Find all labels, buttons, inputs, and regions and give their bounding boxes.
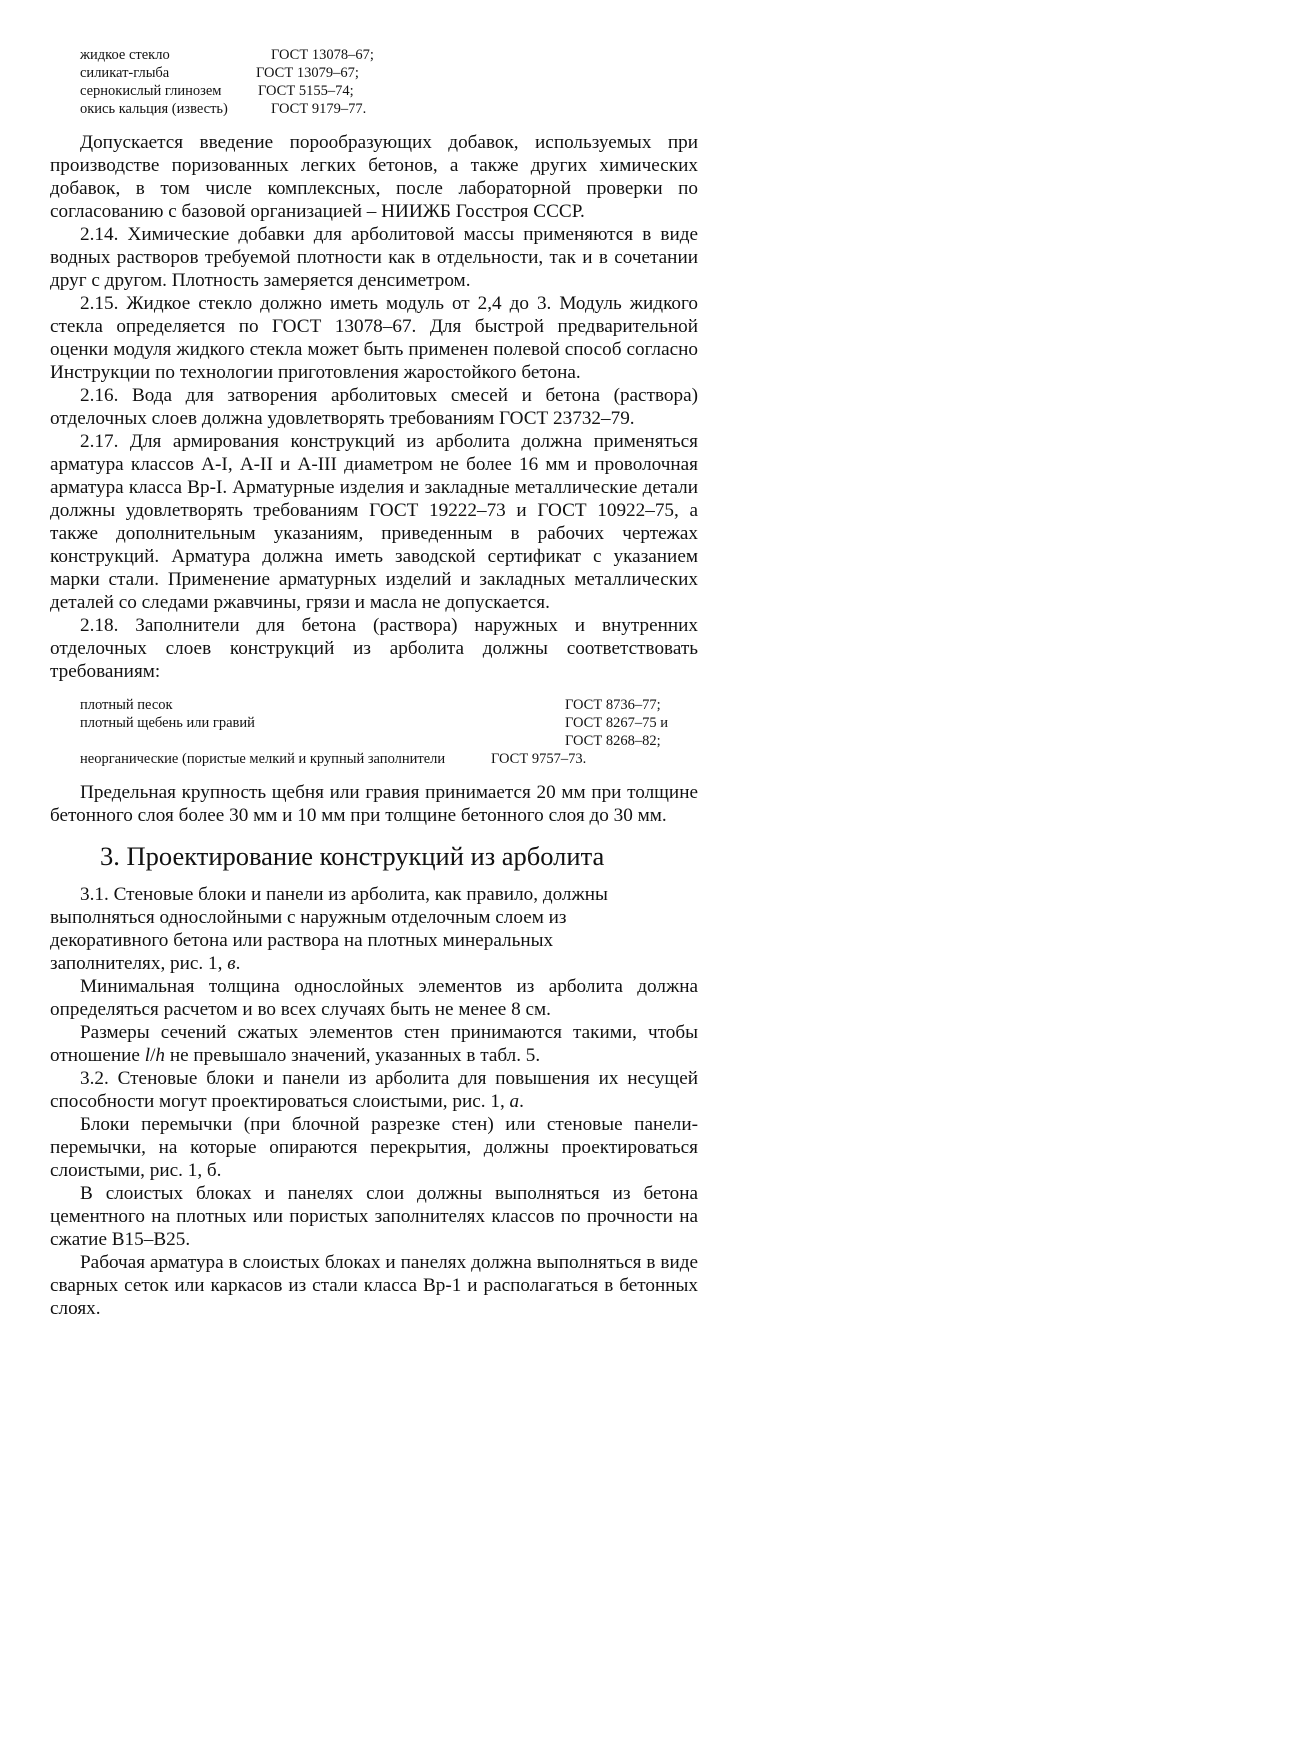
list-item [80,696,698,714]
aggregate-name: неорганические (пористые мелкий и крупный заполнители [80,751,446,767]
section-heading: 3. Проектирование конструкций из арболита [100,841,605,871]
aggregate-standard: ГОСТ 9757–73. [491,751,587,767]
list-item [80,82,698,100]
aggregate-standard: ГОСТ 8268–82; [565,733,661,749]
paragraph-3-1: 3.1. Стеновые блоки и панели из арболита, как правило, должны выполняться однослойными с наружным отделочным слоем из декоративного бетона или раствора на плотных минеральных заполнителях, рис. 1, в. [50,884,608,974]
paragraph-min-thickness: Минимальная толщина однослойных элементов из арболита должна определяться расчетом и во всех случаях быть не менее 8 см. [50,976,698,1020]
paragraph-2-14: 2.14. Химические добавки для арболитовой массы применяются в виде водных растворов требуемой плотности как в отдельности, так и в сочетании друг с другом. Плотность замеряется денсиметром. [50,224,698,291]
paragraph-layers: В слоистых блоках и панелях слои должны выполняться из бетона цементного на плотных или пористых заполнителях классов по прочности на сжатие В15–В25. [50,1183,698,1250]
material-name: окись кальция (известь) [80,101,228,117]
list-item [80,732,698,750]
paragraph-3-2-text: 3.2. Стеновые блоки и панели из арболита для повышения их несущей способности могут проектироваться слоистыми, рис. 1, [50,1068,698,1112]
paragraph-max-size: Предельная крупность щебня или гравия принимается 20 мм при толщине бетонного слоя более 30 мм и 10 мм при толщине бетонного слоя до 30 мм. [50,782,698,826]
symbol-slash: / [150,1045,156,1066]
paragraph-sections [50,1021,698,1067]
aggregates-list [80,696,698,768]
material-standard: ГОСТ 9179–77. [271,101,367,117]
aggregate-standard: ГОСТ 8267–75 и [565,715,668,731]
materials-list [80,46,698,118]
paragraph-2-17: 2.17. Для армирования конструкций из арболита должна применяться арматура классов А-I, А-II и А-III диаметром не более 16 мм и проволочная арматура класса Вр-I. Арматурные изделия и закладные металлические детали должны удовлетворять требованиям ГОСТ 19222–73 и ГОСТ 10922–75, а также дополнительным указаниям, приведенным в рабочих чертежах конструкций. Арматура должна иметь заводской сертификат с указанием марки стали. Применение арматурных изделий и закладных металлических деталей со следами ржавчины, грязи и масла не допускается. [50,431,698,613]
list-item [80,64,698,82]
paragraph-2-15: 2.15. Жидкое стекло должно иметь модуль от 2,4 до 3. Модуль жидкого стекла определяется по ГОСТ 13078–67. Для быстрой предварительной оценки модуля жидкого стекла может быть применен полевой способ согласно Инструкции по технологии приготовления жаростойкого бетона. [50,293,698,383]
material-standard: ГОСТ 13079–67; [256,65,359,81]
symbol-l: l [144,1045,151,1066]
list-item [80,750,698,768]
paragraph-3-1-text: 3.1. Стеновые блоки и панели из арболита, как правило, должны выполняться однослойными с наружным отделочным слоем из декоративного бетона или раствора на плотных минеральных заполнителях, рис. 1, [50,884,608,974]
figure-ref: в [227,953,236,974]
aggregate-name: плотный щебень или гравий [80,715,255,731]
paragraph-lintels: Блоки перемычки (при блочной разрезке стен) или стеновые панели-перемычки, на которые опираются перекрытия, должны проектироваться слоистыми, рис. 1, б. [50,1114,698,1181]
list-item [80,100,698,118]
paragraph-sections-text-a: Размеры сечений сжатых элементов стен принимаются такими, чтобы отношение [50,1022,698,1066]
aggregate-name: плотный песок [80,697,173,713]
material-name: сернокислый глинозем [80,83,222,99]
material-name: жидкое стекло [80,47,170,63]
paragraph-rebar: Рабочая арматура в слоистых блоках и панелях должна выполняться в виде сварных сеток или каркасов из стали класса Вр-1 и располагаться в бетонных слоях. [50,1252,698,1319]
list-item [80,714,698,732]
paragraph-3-2: 3.2. Стеновые блоки и панели из арболита для повышения их несущей способности могут проектироваться слоистыми, рис. 1, а. [50,1068,698,1112]
paragraph-2-16: 2.16. Вода для затворения арболитовых смесей и бетона (раствора) отделочных слоев должна удовлетворять требованиям ГОСТ 23732–79. [50,385,698,429]
list-item [80,46,698,64]
figure-ref: а [509,1091,520,1112]
paragraph-sections-text-b: не превышало значений, указанных в табл. 5. [165,1045,541,1066]
material-standard: ГОСТ 5155–74; [258,83,354,99]
material-standard: ГОСТ 13078–67; [271,47,374,63]
paragraph-additives: Допускается введение порообразующих добавок, используемых при производстве поризованных легких бетонов, а также других химических добавок, в том числе комплексных, после лабораторной проверки по согласованию с базовой организацией – НИИЖБ Госстроя СССР. [50,132,698,222]
symbol-h: h [155,1045,166,1066]
document-page [50,46,698,1320]
aggregate-standard: ГОСТ 8736–77; [565,697,661,713]
material-name: силикат-глыба [80,65,170,81]
paragraph-2-18: 2.18. Заполнители для бетона (раствора) наружных и внутренних отделочных слоев конструкций из арболита должны соответствовать требованиям: [50,615,698,682]
